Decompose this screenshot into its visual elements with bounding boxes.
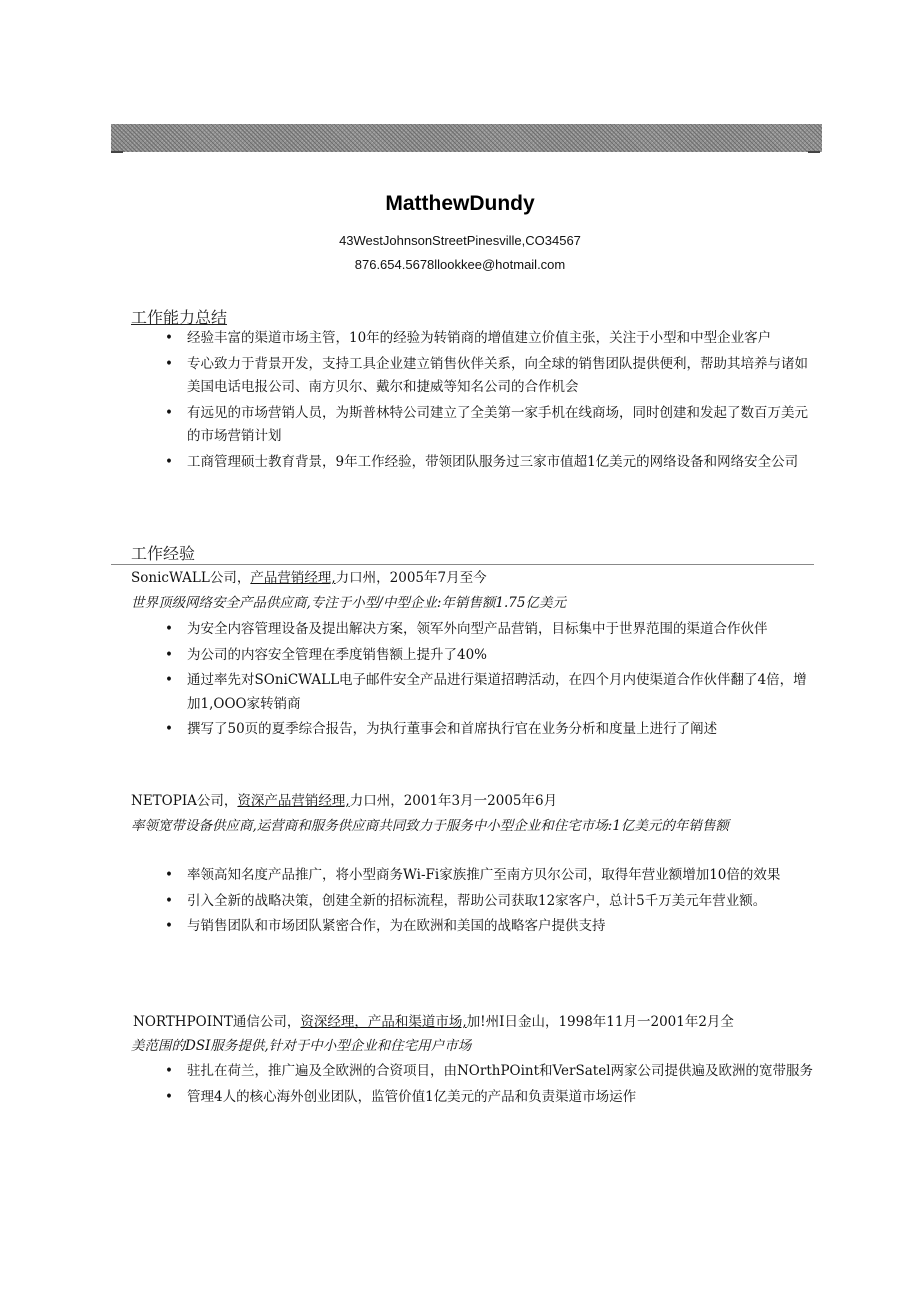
summary-heading: 工作能力总结: [131, 308, 228, 327]
banner-edge-left: [111, 151, 123, 153]
job-bullets: [0, 1060, 814, 1111]
job-description: 率领宽带设备供应商,运营商和服务供应商共同致力于服务中小型企业和住宅市场:1亿美元的年销售额: [131, 818, 729, 834]
bullet-icon: •: [165, 355, 173, 372]
bullet-icon: •: [165, 404, 173, 421]
job-bullets: [0, 618, 814, 744]
list-item: • 通过率先对SOniCWALL电子邮件安全产品进行渠道招聘活动，在四个月内使渠道合作伙伴翻了4倍，增加1,OOO家转销商: [0, 669, 814, 716]
bullet-icon: •: [165, 330, 173, 346]
bullet-icon: •: [165, 621, 173, 637]
bullet-icon: •: [165, 918, 173, 934]
list-item: • 经验丰富的渠道市场主管，10年的经验为转销商的增值建立价值主张，关注于小型和中型企业客户: [0, 327, 814, 351]
list-item: • 专心致力于背景开发，支持工具企业建立销售伙伴关系，向全球的销售团队提供便利，帮助其培养与诸如美国电话电报公司、南方贝尔、戴尔和捷威等知名公司的合作机会: [0, 353, 814, 400]
section-divider: [111, 564, 814, 565]
list-item: • 为安全内容管理设备及提出解决方案，领军外向型产品营销，目标集中于世界范围的渠道合作伙伴: [0, 618, 814, 642]
list-item: • 有远见的市场营销人员，为斯普林特公司建立了全美第一家手机在线商场，同时创建和发起了数百万美元的市场营销计划: [0, 402, 814, 449]
job-header: SonicWALL公司，产品营销经理,力口州，2005年7月至今: [131, 570, 487, 586]
bullet-icon: •: [165, 721, 173, 737]
list-item: • 撰写了50页的夏季综合报告，为执行董事会和首席执行官在业务分析和度量上进行了阐述: [0, 718, 814, 742]
job-header: NETOPIA公司，资深产品营销经理,力口州，2001年3月一2005年6月: [131, 793, 558, 809]
list-item: • 率领高知名度产品推广，将小型商务Wi-Fi家族推广至南方贝尔公司，取得年营业额增加10倍的效果: [0, 864, 814, 888]
list-item: • 与销售团队和市场团队紧密合作，为在欧洲和美国的战略客户提供支持: [0, 915, 814, 939]
bullet-icon: •: [165, 1088, 173, 1105]
summary-list: [0, 327, 814, 476]
experience-heading: 工作经验: [131, 544, 196, 563]
address: 43WestJohnsonStreetPinesville,CO34567: [339, 233, 581, 248]
list-item: • 工商管理硕士教育背景，9年工作经验，带领团队服务过三家市值超1亿美元的网络设备和网络安全公司: [0, 451, 814, 475]
list-item: • 管理4人的核心海外创业团队，监管价值1亿美元的产品和负责渠道市场运作: [0, 1086, 814, 1110]
list-item: • 引入全新的战略决策，创建全新的招标流程，帮助公司获取12家客户，总计5千万美元年营业额。: [0, 890, 814, 914]
job-description: 世界顶级网络安全产品供应商,专注于小型/中型企业:年销售额1.75亿美元: [131, 595, 566, 611]
header-banner: [111, 124, 822, 152]
job-description: 美范围的DSI服务提供,针对于中小型企业和住宅用户市场: [131, 1038, 472, 1054]
bullet-icon: •: [165, 892, 173, 909]
job-bullets: [0, 864, 814, 941]
job-header: NORTHPOINT通信公司，资深经理，产品和渠道市场,加!州I日金山，1998年11月一2001年2月全: [133, 1014, 734, 1030]
bullet-icon: •: [165, 867, 173, 883]
phone-email: 876.654.5678llookkee@hotmail.com: [354, 257, 566, 272]
list-item: • 驻扎在荷兰，推广遍及全欧洲的合资项目，由NOrthPOint和VerSatel两家公司提供遍及欧洲的宽带服务: [0, 1060, 814, 1084]
bullet-icon: •: [165, 453, 173, 470]
bullet-icon: •: [165, 646, 173, 663]
bullet-icon: •: [165, 672, 173, 688]
list-item: • 为公司的内容安全管理在季度销售额上提升了40%: [0, 644, 814, 668]
bullet-icon: •: [165, 1063, 173, 1079]
banner-edge-right: [808, 151, 820, 153]
candidate-name: MatthewDundy: [385, 192, 535, 215]
